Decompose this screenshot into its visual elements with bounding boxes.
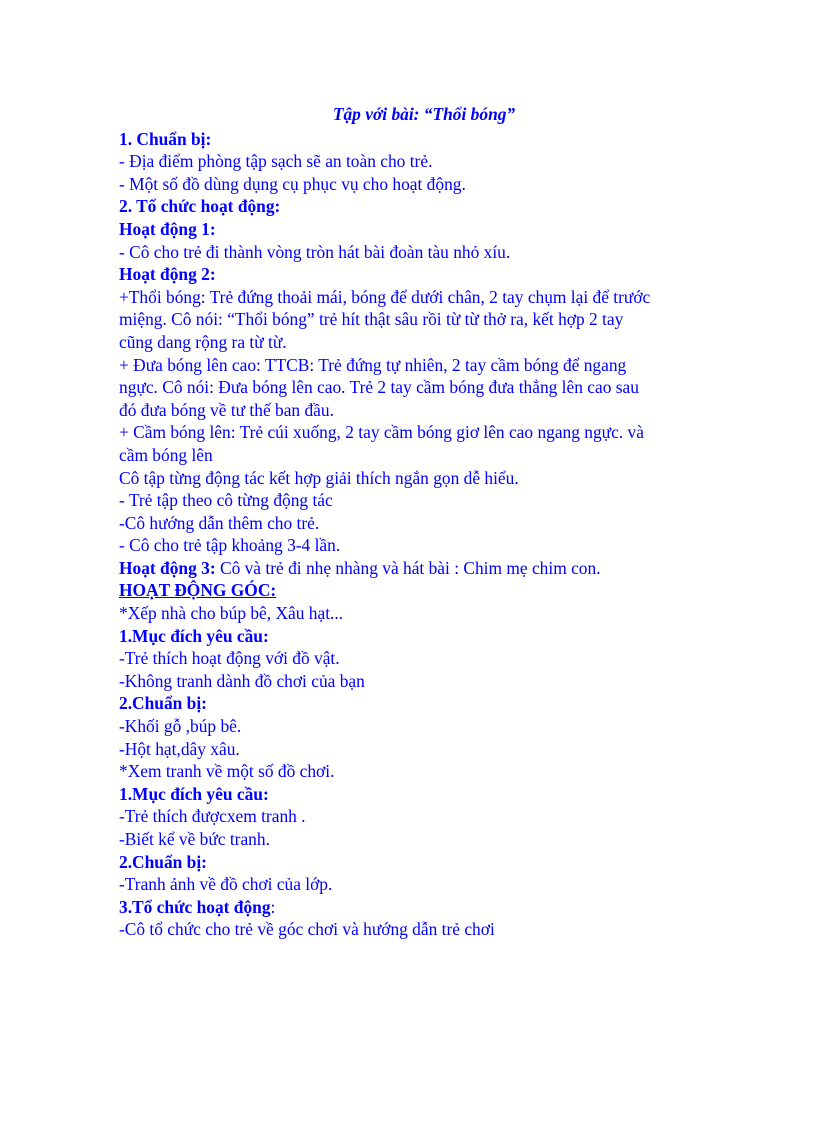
activity-heading-1: Hoạt động 1: xyxy=(119,218,216,239)
text-line: -Khối gỗ ,búp bê. xyxy=(119,716,242,737)
text-line: - Cô cho trẻ tập khoảng 3-4 lần. xyxy=(119,535,341,556)
activity-3-line xyxy=(119,557,719,580)
text-line: cũng dang rộng ra từ từ. xyxy=(119,331,287,352)
document-title: Tập với bài: “Thổi bóng” xyxy=(332,104,516,124)
text-line: -Tranh ảnh về đồ chơi của lớp. xyxy=(119,874,333,895)
text-line: + Đưa bóng lên cao: TTCB: Trẻ đứng tự nhiên, 2 tay cầm bóng để ngang xyxy=(119,354,627,375)
preparation-heading: 2.Chuẩn bị: xyxy=(119,693,207,714)
activity-heading-3: Hoạt động 3: xyxy=(119,557,216,578)
text-line: - Địa điểm phòng tập sạch sẽ an toàn cho trẻ. xyxy=(119,151,433,172)
text-line: đó đưa bóng về tư thế ban đầu. xyxy=(119,399,334,420)
text-line: *Xếp nhà cho búp bê, Xâu hạt... xyxy=(119,603,344,624)
text-line: cầm bóng lên xyxy=(119,444,213,465)
section-heading-preparation: 1. Chuẩn bị: xyxy=(119,128,212,149)
organization-heading: 3.Tổ chức hoạt động xyxy=(119,896,271,917)
text-line: -Cô hướng dẫn thêm cho trẻ. xyxy=(119,512,320,533)
activity-3-text: Cô và trẻ đi nhẹ nhàng và hát bài : Chim mẹ chim con. xyxy=(215,557,601,578)
text-line: -Trẻ thích hoạt động với đồ vật. xyxy=(119,648,340,669)
text-line: *Xem tranh về một số đồ chơi. xyxy=(119,761,335,782)
text-line: Cô tập từng động tác kết hợp giải thích ngắn gọn dễ hiểu. xyxy=(119,467,519,488)
corner-activity-heading: HOẠT ĐỘNG GÓC: xyxy=(119,580,277,601)
preparation-heading: 2.Chuẩn bị: xyxy=(119,851,207,872)
section-heading-organization: 2. Tổ chức hoạt động: xyxy=(119,196,281,217)
organization-colon: : xyxy=(270,896,276,917)
text-line: -Biết kể về bức tranh. xyxy=(119,829,270,849)
objective-heading: 1.Mục đích yêu cầu: xyxy=(119,625,269,646)
text-line: -Cô tổ chức cho trẻ về góc chơi và hướng dẫn trẻ chơi xyxy=(119,919,495,940)
text-line: - Cô cho trẻ đi thành vòng tròn hát bài đoàn tàu nhỏ xíu. xyxy=(119,241,511,262)
text-line: -Trẻ thích đượcxem tranh . xyxy=(119,806,306,827)
text-line: - Một số đồ dùng dụng cụ phục vụ cho hoạt động. xyxy=(119,173,466,194)
objective-heading: 1.Mục đích yêu cầu: xyxy=(119,783,269,804)
text-line: -Hột hạt,dây xâu. xyxy=(119,738,240,759)
text-line: ngực. Cô nói: Đưa bóng lên cao. Trẻ 2 tay cầm bóng đưa thẳng lên cao sau xyxy=(119,377,639,398)
document-page xyxy=(119,103,719,941)
text-line: +Thổi bóng: Trẻ đứng thoải mái, bóng để dưới chân, 2 tay chụm lại để trước xyxy=(119,286,651,307)
organization-line xyxy=(119,896,719,919)
text-line: + Cầm bóng lên: Trẻ cúi xuống, 2 tay cầm bóng giơ lên cao ngang ngực. và xyxy=(119,422,644,443)
text-line: miệng. Cô nói: “Thổi bóng” trẻ hít thật sâu rồi từ từ thở ra, kết hợp 2 tay xyxy=(119,309,624,330)
text-line: - Trẻ tập theo cô từng động tác xyxy=(119,490,333,511)
activity-heading-2: Hoạt động 2: xyxy=(119,264,216,285)
text-line: -Không tranh dành đồ chơi của bạn xyxy=(119,670,365,691)
